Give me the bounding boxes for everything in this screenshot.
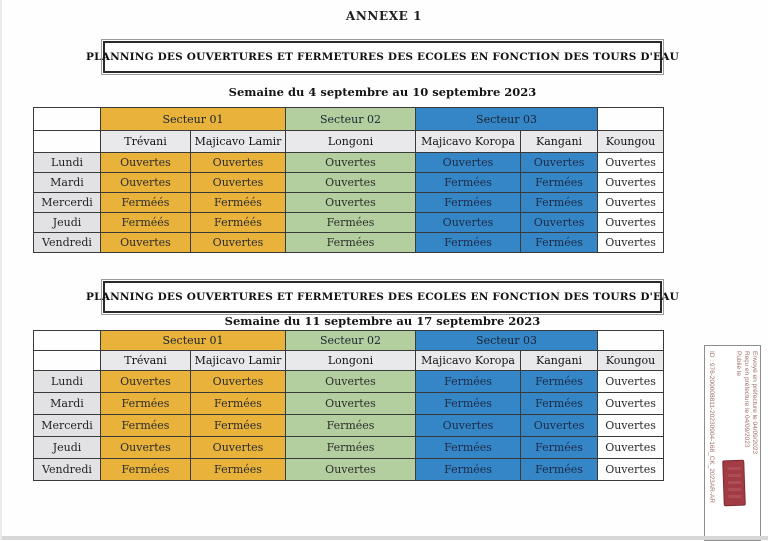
status-cell: Ouvertes [598, 459, 664, 481]
table-row [34, 193, 664, 213]
sector-header-2: Secteur 02 [286, 331, 416, 351]
status-cell: Ouvertes [598, 213, 664, 233]
status-cell: Ouvertes [521, 153, 598, 173]
day-label: Jeudi [34, 437, 101, 459]
table-row [34, 437, 664, 459]
prefecture-stamp-box [704, 345, 761, 541]
status-cell: Fermées [521, 173, 598, 193]
annexe-title: ANNEXE 1 [345, 9, 423, 23]
status-cell: Fermées [521, 193, 598, 213]
status-cell: Ouvertes [286, 371, 416, 393]
stamp-line-published: Publié le [735, 351, 742, 376]
sector-header-1: Secteur 01 [101, 108, 286, 131]
locality-header: Longoni [286, 351, 416, 371]
status-cell: Fermées [101, 393, 191, 415]
table-row [34, 415, 664, 437]
status-cell: Fermées [416, 459, 521, 481]
locality-header: Longoni [286, 131, 416, 153]
week2-subtitle: Semaine du 11 septembre au 17 septembre 2023 [224, 314, 541, 328]
status-cell: Fermées [521, 371, 598, 393]
status-cell: Fermées [416, 173, 521, 193]
status-cell: Ferméés [191, 193, 286, 213]
status-cell: Fermées [521, 393, 598, 415]
day-label: Vendredi [34, 459, 101, 481]
corner-blank [34, 131, 101, 153]
day-label: Lundi [34, 153, 101, 173]
schedule-table-week1 [33, 107, 664, 253]
status-cell: Ouvertes [598, 437, 664, 459]
status-cell: Ouvertes [101, 371, 191, 393]
status-cell: Ouvertes [286, 393, 416, 415]
corner-blank [34, 351, 101, 371]
status-cell: Ouvertes [521, 213, 598, 233]
status-cell: Fermées [521, 437, 598, 459]
sector-header-3: Secteur 03 [416, 331, 598, 351]
sector-header-1: Secteur 01 [101, 331, 286, 351]
scan-edge-bottom [0, 536, 768, 540]
koungou-blank [598, 331, 664, 351]
locality-header: Koungou [598, 351, 664, 371]
status-cell: Ouvertes [101, 173, 191, 193]
stamp-line-id: ID : 976-200008811-20230904-168_CK_2023AR-AR [708, 351, 715, 504]
day-label: Mercerdi [34, 193, 101, 213]
status-cell: Ferméés [101, 193, 191, 213]
locality-header: Trévani [101, 351, 191, 371]
status-cell: Ouvertes [286, 459, 416, 481]
status-cell: Ouvertes [191, 371, 286, 393]
week1-subtitle: Semaine du 4 septembre au 10 septembre 2023 [228, 85, 537, 99]
status-cell: Fermées [191, 393, 286, 415]
planning-title-week2: PLANNING DES OUVERTURES ET FERMETURES DES ECOLES EN FONCTION DES TOURS D'EAU [86, 291, 679, 303]
locality-header: Kangani [521, 131, 598, 153]
status-cell: Fermées [416, 437, 521, 459]
planning-title-box-week1 [86, 41, 679, 73]
locality-header: Majicavo Koropa [416, 131, 521, 153]
locality-header: Koungou [598, 131, 664, 153]
status-cell: Ouvertes [598, 173, 664, 193]
status-cell: Fermées [416, 233, 521, 253]
table-row [34, 393, 664, 415]
prefecture-stamp-text [708, 351, 758, 535]
day-label: Jeudi [34, 213, 101, 233]
status-cell: Fermées [286, 233, 416, 253]
locality-header: Majicavo Lamir [191, 131, 286, 153]
status-cell: Ouvertes [286, 153, 416, 173]
koungou-blank [598, 108, 664, 131]
sector-header-2: Secteur 02 [286, 108, 416, 131]
table-row [34, 233, 664, 253]
scan-edge-left [0, 0, 2, 540]
status-cell: Ouvertes [191, 173, 286, 193]
status-cell: Ouvertes [416, 415, 521, 437]
day-label: Lundi [34, 371, 101, 393]
schedule-table-week2 [33, 330, 664, 481]
locality-header: Trévani [101, 131, 191, 153]
planning-title-box-week2 [86, 281, 679, 313]
status-cell: Ouvertes [191, 233, 286, 253]
status-cell: Ouvertes [598, 371, 664, 393]
status-cell: Fermées [416, 393, 521, 415]
status-cell: Fermées [416, 371, 521, 393]
status-cell: Ouvertes [598, 193, 664, 213]
status-cell: Ouvertes [416, 153, 521, 173]
status-cell: Ouvertes [286, 193, 416, 213]
day-label: Mardi [34, 173, 101, 193]
locality-header: Majicavo Koropa [416, 351, 521, 371]
status-cell: Ouvertes [191, 153, 286, 173]
stamp-line-received: Reçu en préfecture le 04/09/2023 [743, 351, 750, 448]
status-cell: Ouvertes [598, 393, 664, 415]
status-cell: Fermées [521, 233, 598, 253]
status-cell: Ouvertes [101, 153, 191, 173]
table-row [34, 173, 664, 193]
status-cell: Fermées [286, 415, 416, 437]
planning-title-week1: PLANNING DES OUVERTURES ET FERMETURES DES ECOLES EN FONCTION DES TOURS D'EAU [86, 51, 679, 63]
stamp-line-sent: Envoyé en préfecture le 04/09/2023 [751, 351, 758, 454]
status-cell: Ouvertes [598, 233, 664, 253]
status-cell: Fermées [101, 459, 191, 481]
status-cell: Fermées [191, 415, 286, 437]
day-label: Mercerdi [34, 415, 101, 437]
table-row [34, 459, 664, 481]
status-cell: Fermées [101, 415, 191, 437]
status-cell: Ouvertes [598, 415, 664, 437]
status-cell: Fermées [521, 459, 598, 481]
status-cell: Ouvertes [101, 437, 191, 459]
status-cell: Ouvertes [286, 173, 416, 193]
status-cell: Ouvertes [416, 213, 521, 233]
sector-header-3: Secteur 03 [416, 108, 598, 131]
day-label: Vendredi [34, 233, 101, 253]
status-cell: Ferméés [191, 213, 286, 233]
marianne-seal-icon [722, 460, 746, 507]
day-label: Mardi [34, 393, 101, 415]
status-cell: Ouvertes [521, 415, 598, 437]
status-cell: Fermées [286, 437, 416, 459]
status-cell: Ferméés [101, 213, 191, 233]
locality-header: Majicavo Lamir [191, 351, 286, 371]
status-cell: Ouvertes [598, 153, 664, 173]
status-cell: Fermées [191, 459, 286, 481]
status-cell: Fermées [286, 213, 416, 233]
corner-blank [34, 108, 101, 131]
table-row [34, 153, 664, 173]
table-row [34, 371, 664, 393]
status-cell: Ouvertes [101, 233, 191, 253]
corner-blank [34, 331, 101, 351]
locality-header: Kangani [521, 351, 598, 371]
status-cell: Ouvertes [191, 437, 286, 459]
status-cell: Fermées [416, 193, 521, 213]
table-row [34, 213, 664, 233]
